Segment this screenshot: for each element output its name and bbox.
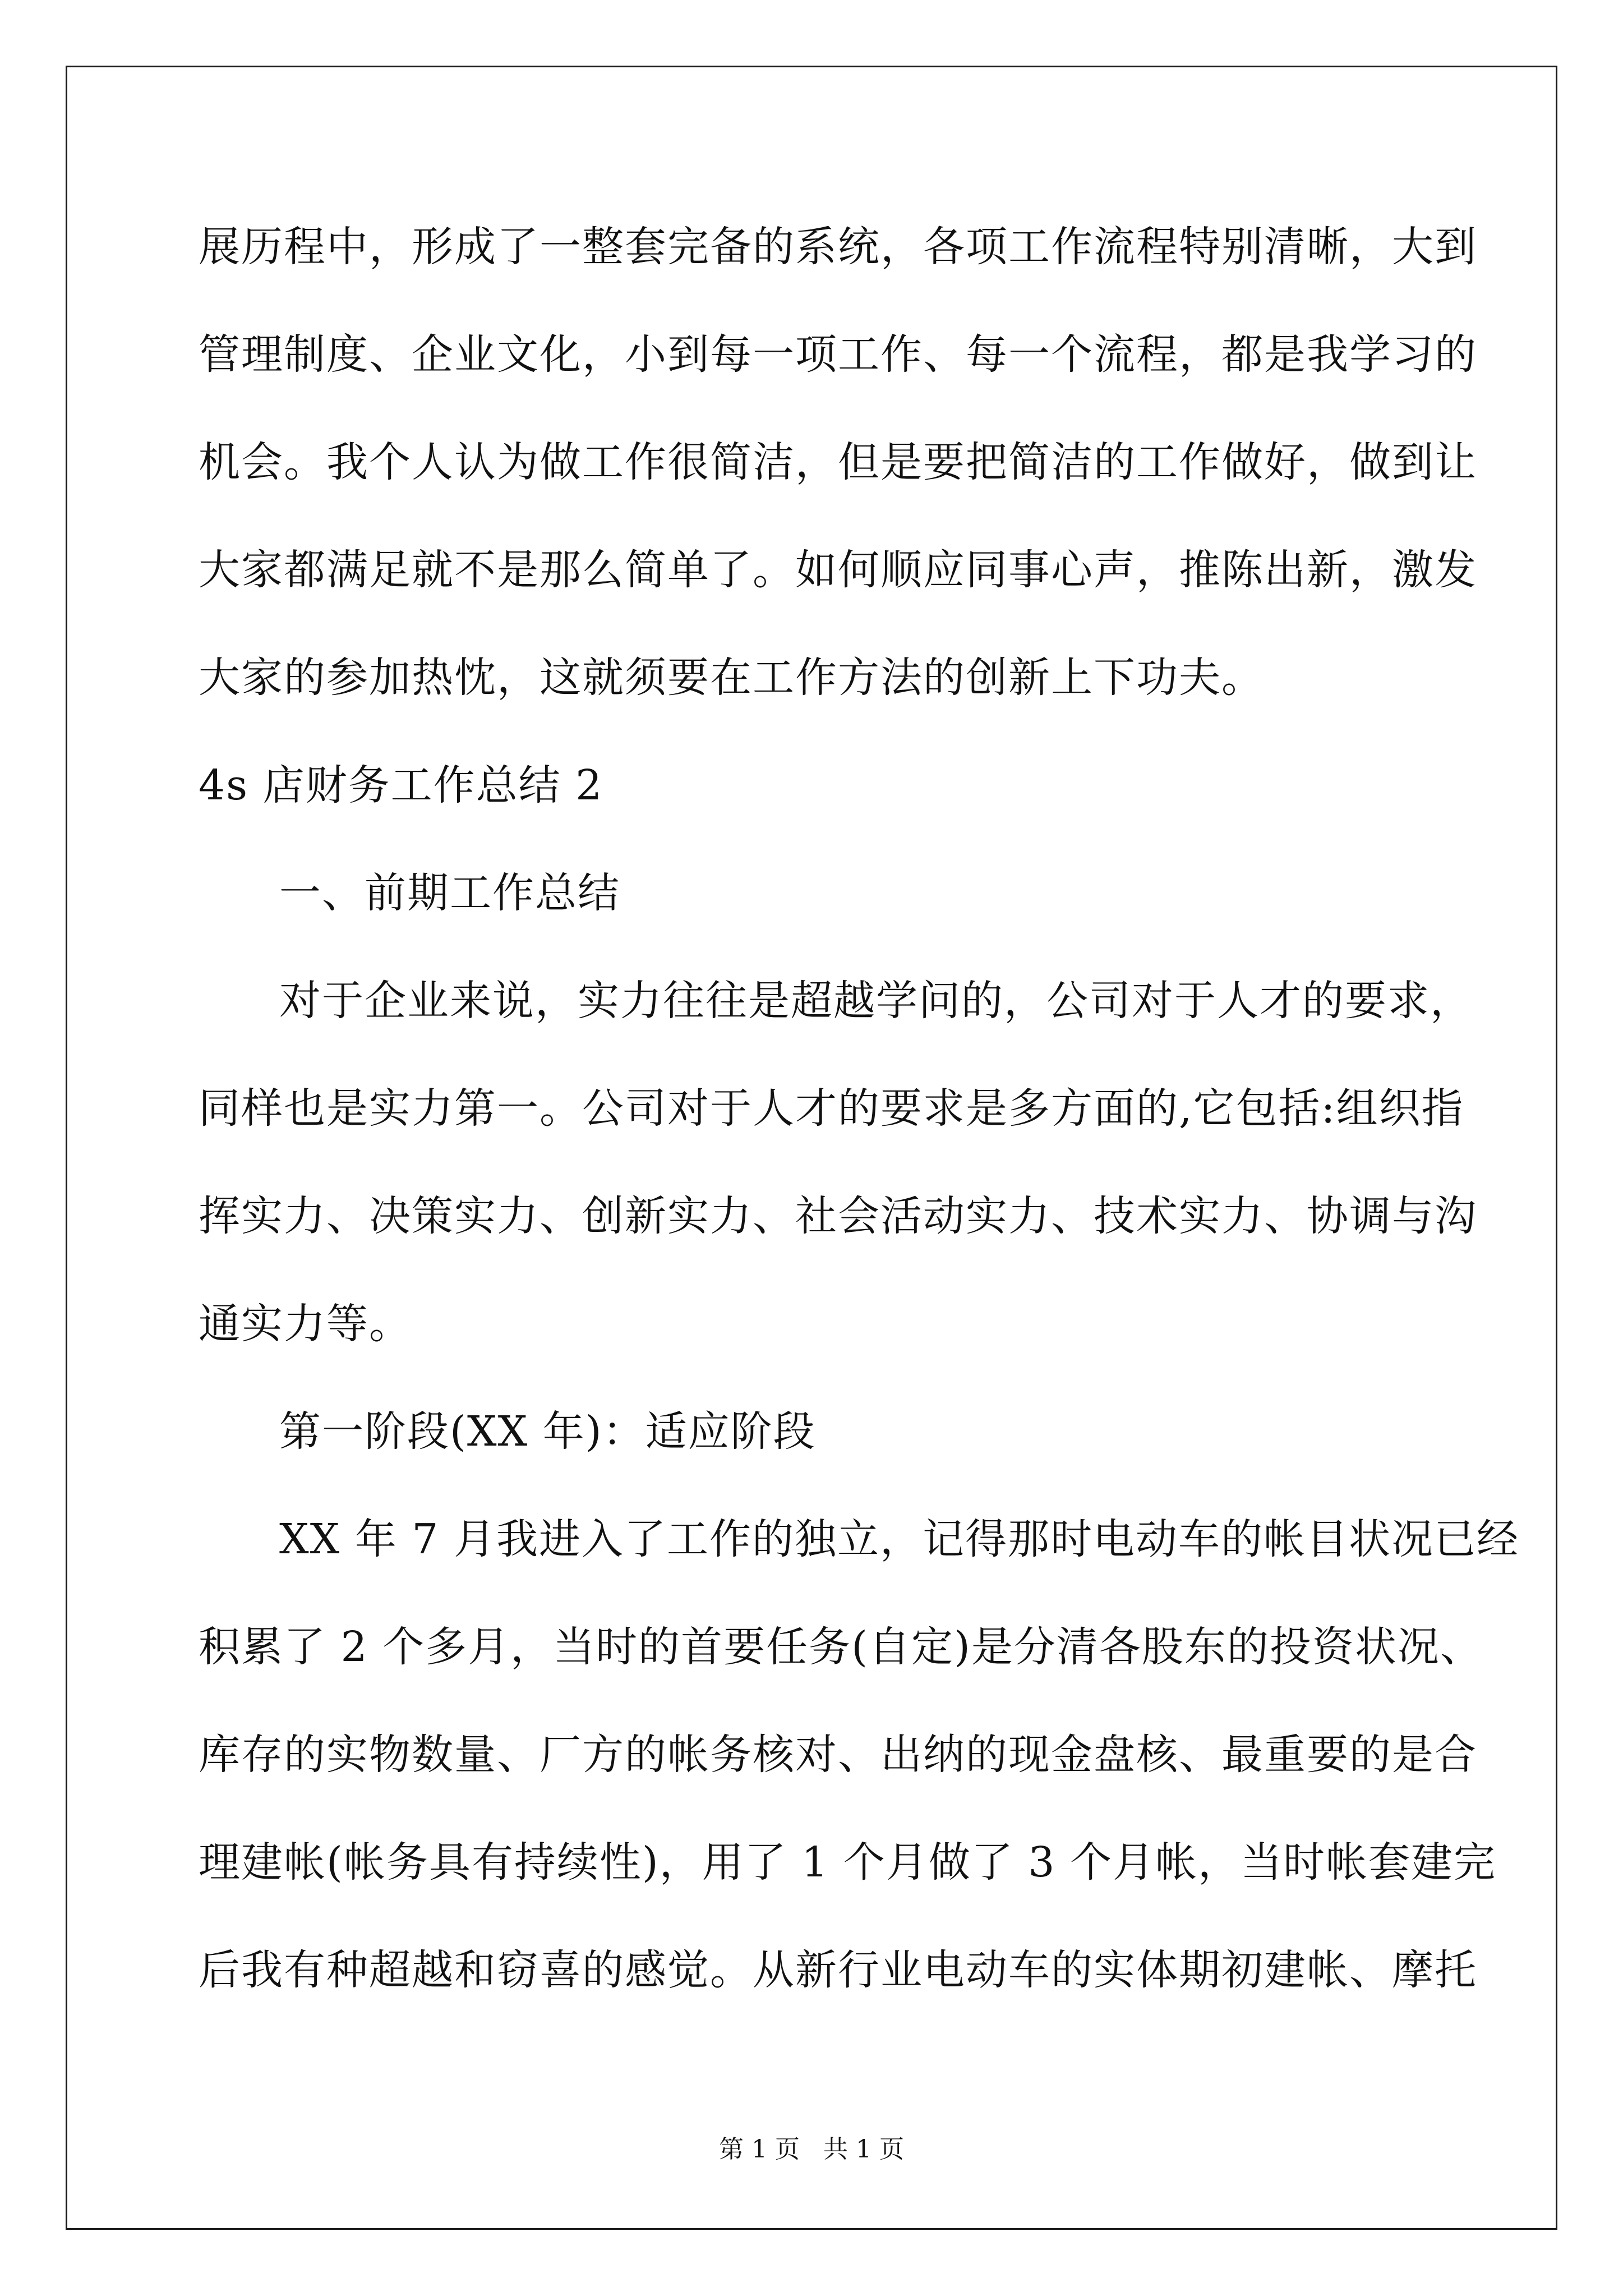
body-text-line: 通实力等。 <box>199 1300 412 1348</box>
subsection-heading: 一、前期工作总结 <box>279 869 620 917</box>
body-text-line: 机会。我个人认为做工作很简洁，但是要把简洁的工作做好，做到让 <box>199 438 1477 486</box>
body-text-line: 大家的参加热忱，这就须要在工作方法的创新上下功夫。 <box>199 654 1264 702</box>
page-number-footer: 第 1 页 共 1 页 <box>719 2135 904 2164</box>
body-text-line: 展历程中，形成了一整套完备的系统，各项工作流程特别清晰，大到 <box>199 223 1477 271</box>
body-text-line: 理建帐(帐务具有持续性)，用了 1 个月做了 3 个月帐，当时帐套建完 <box>199 1838 1496 1887</box>
page-border <box>66 66 1557 2230</box>
body-text-line: 对于企业来说，实力往往是超越学问的，公司对于人才的要求， <box>279 977 1473 1025</box>
body-text-line: 积累了 2 个多月，当时的首要任务(自定)是分清各股东的投资状况、 <box>199 1623 1483 1671</box>
body-text-line: 同样也是实力第一。公司对于人才的要求是多方面的,它包括:组织指 <box>199 1084 1464 1133</box>
body-text-line: XX 年 7 月我进入了工作的独立，记得那时电动车的帐目状况已经 <box>279 1515 1520 1563</box>
body-text-line: 后我有种超越和窃喜的感觉。从新行业电动车的实体期初建帐、摩托 <box>199 1946 1477 1994</box>
body-text-line: 大家都满足就不是那么简单了。如何顺应同事心声，推陈出新，激发 <box>199 546 1477 594</box>
section-title: 4s 店财务工作总结 2 <box>199 761 603 809</box>
body-text-line: 管理制度、企业文化，小到每一项工作、每一个流程，都是我学习的 <box>199 330 1477 379</box>
body-text-line: 挥实力、决策实力、创新实力、社会活动实力、技术实力、协调与沟 <box>199 1192 1477 1240</box>
body-text-line: 库存的实物数量、厂方的帐务核对、出纳的现金盘核、最重要的是合 <box>199 1731 1477 1779</box>
stage-heading: 第一阶段(XX 年)：适应阶段 <box>279 1407 816 1456</box>
